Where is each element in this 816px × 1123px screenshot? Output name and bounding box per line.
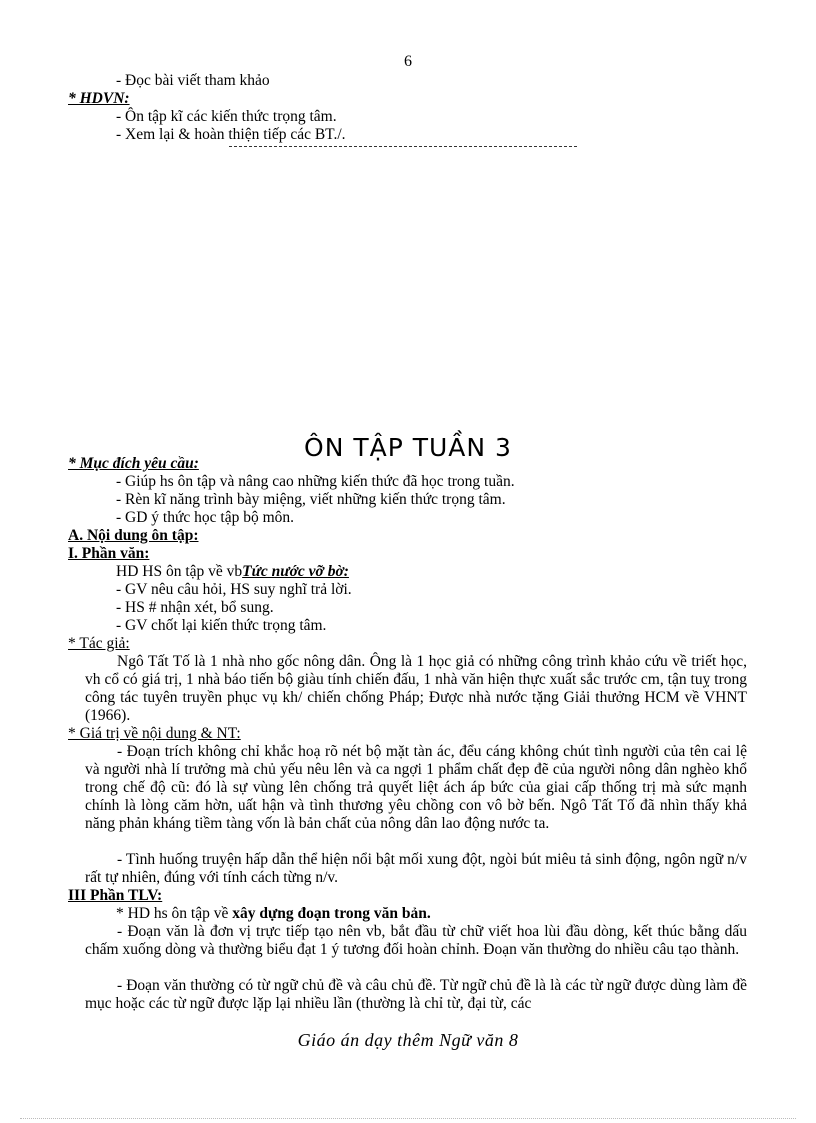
hdvn-item-2: - Xem lại & hoàn thiện tiếp các BT./. xyxy=(116,126,346,143)
part3-paragraph-2 xyxy=(85,977,747,1013)
section-divider xyxy=(229,146,577,147)
part3-paragraph-1 xyxy=(85,923,747,959)
author-paragraph xyxy=(85,653,747,725)
goals-heading: * Mục đích yêu cầu: xyxy=(68,455,199,472)
part3-intro xyxy=(116,905,431,923)
part1-intro-text: HD HS ôn tập về vb xyxy=(116,563,243,580)
page-bottom-border xyxy=(20,1118,796,1119)
value-text-2: - Tình huống truyện hấp dẫn thể hiện nổi bật mối xung đột, ngòi bút miêu tả sinh động, ngôn ngữ n/v rất tự nhiên, đúng với tính cách từng n/v. xyxy=(85,851,747,886)
goal-item-2: - Rèn kĩ năng trình bày miệng, viết những kiến thức trọng tâm. xyxy=(116,491,506,508)
part1-item-3: - GV chốt lại kiến thức trọng tâm. xyxy=(116,617,327,634)
part1-item-1: - GV nêu câu hỏi, HS suy nghĩ trả lời. xyxy=(116,581,352,598)
goal-item-3: - GD ý thức học tập bộ môn. xyxy=(116,509,295,526)
page-footer: Giáo án dạy thêm Ngữ văn 8 xyxy=(297,1030,519,1050)
part1-heading: I. Phần văn: xyxy=(68,545,150,562)
part1-intro-title: Tức nước vỡ bờ: xyxy=(242,563,349,580)
part3-intro-bold: xây dựng đoạn trong văn bản. xyxy=(232,905,431,922)
value-paragraph-1 xyxy=(85,743,747,833)
read-reference-line: - Đọc bài viết tham khảo xyxy=(116,72,270,89)
part3-text-1: - Đoạn văn là đơn vị trực tiếp tạo nên vb, bắt đầu từ chữ viết hoa lùi đầu dòng, kết thúc bằng dấu chấm xuống dòng và thường biểu đạt 1 ý tương đối hoàn chỉnh. Đoạn văn thường do nhiều câu tạo thành. xyxy=(85,923,747,958)
page-number: 6 xyxy=(404,53,412,70)
value-paragraph-2 xyxy=(85,851,747,887)
part1-intro xyxy=(116,563,349,581)
goal-item-1: - Giúp hs ôn tập và nâng cao những kiến thức đã học trong tuần. xyxy=(116,473,515,490)
part3-heading: III Phần TLV: xyxy=(68,887,163,904)
page-title: ÔN TẬP TUẦN 3 xyxy=(304,433,512,462)
part3-intro-text: * HD hs ôn tập về xyxy=(116,905,229,922)
section-a-heading: A. Nội dung ôn tập: xyxy=(68,527,199,544)
value-text-1: - Đoạn trích không chỉ khắc hoạ rõ nét bộ mặt tàn ác, đểu cáng không chút tình người của tên cai lệ và người nhà lí trưởng mà chủ yếu nêu lên và ca ngợi 1 phẩm chất đẹp đẽ của người nông dân nghèo khổ trong chế độ cũ: đó là sự vùng lên chống trả quyết liệt ách áp bức của giai cấp thống trị mà sức mạnh chính là lòng căm hờn, uất hận và tình thương yêu chồng con vô bờ bến. Ngô Tất Tố đã nhìn thấy khả năng phản kháng tiềm tàng vốn là bản chất của nông dân lao động nước ta. xyxy=(85,743,747,832)
author-heading: * Tác giả: xyxy=(68,635,130,652)
hdvn-item-1: - Ôn tập kĩ các kiến thức trọng tâm. xyxy=(116,108,337,125)
value-heading: * Giá trị về nội dung & NT: xyxy=(68,725,241,742)
part3-text-2: - Đoạn văn thường có từ ngữ chủ đề và câu chủ đề. Từ ngữ chủ đề là là các từ ngữ được dùng làm đề mục hoặc các từ ngữ được lặp lại nhiều lần (thường là chỉ từ, đại từ, các xyxy=(85,977,747,1012)
part1-item-2: - HS # nhận xét, bổ sung. xyxy=(116,599,274,616)
hdvn-heading: * HDVN: xyxy=(68,90,130,107)
author-text: Ngô Tất Tố là 1 nhà nho gốc nông dân. Ông là 1 học giả có những công trình khảo cứu về triết học, vh cổ có giá trị, 1 nhà báo tiến bộ giàu tính chiến đấu, 1 nhà văn hiện thực xuất sắc trước cm, tận tuỵ trong công tác tuyên truyền phục vụ kh/ chiến chống Pháp; Được nhà nước tặng Giải thưởng HCM về VHNT (1966). xyxy=(85,653,747,724)
